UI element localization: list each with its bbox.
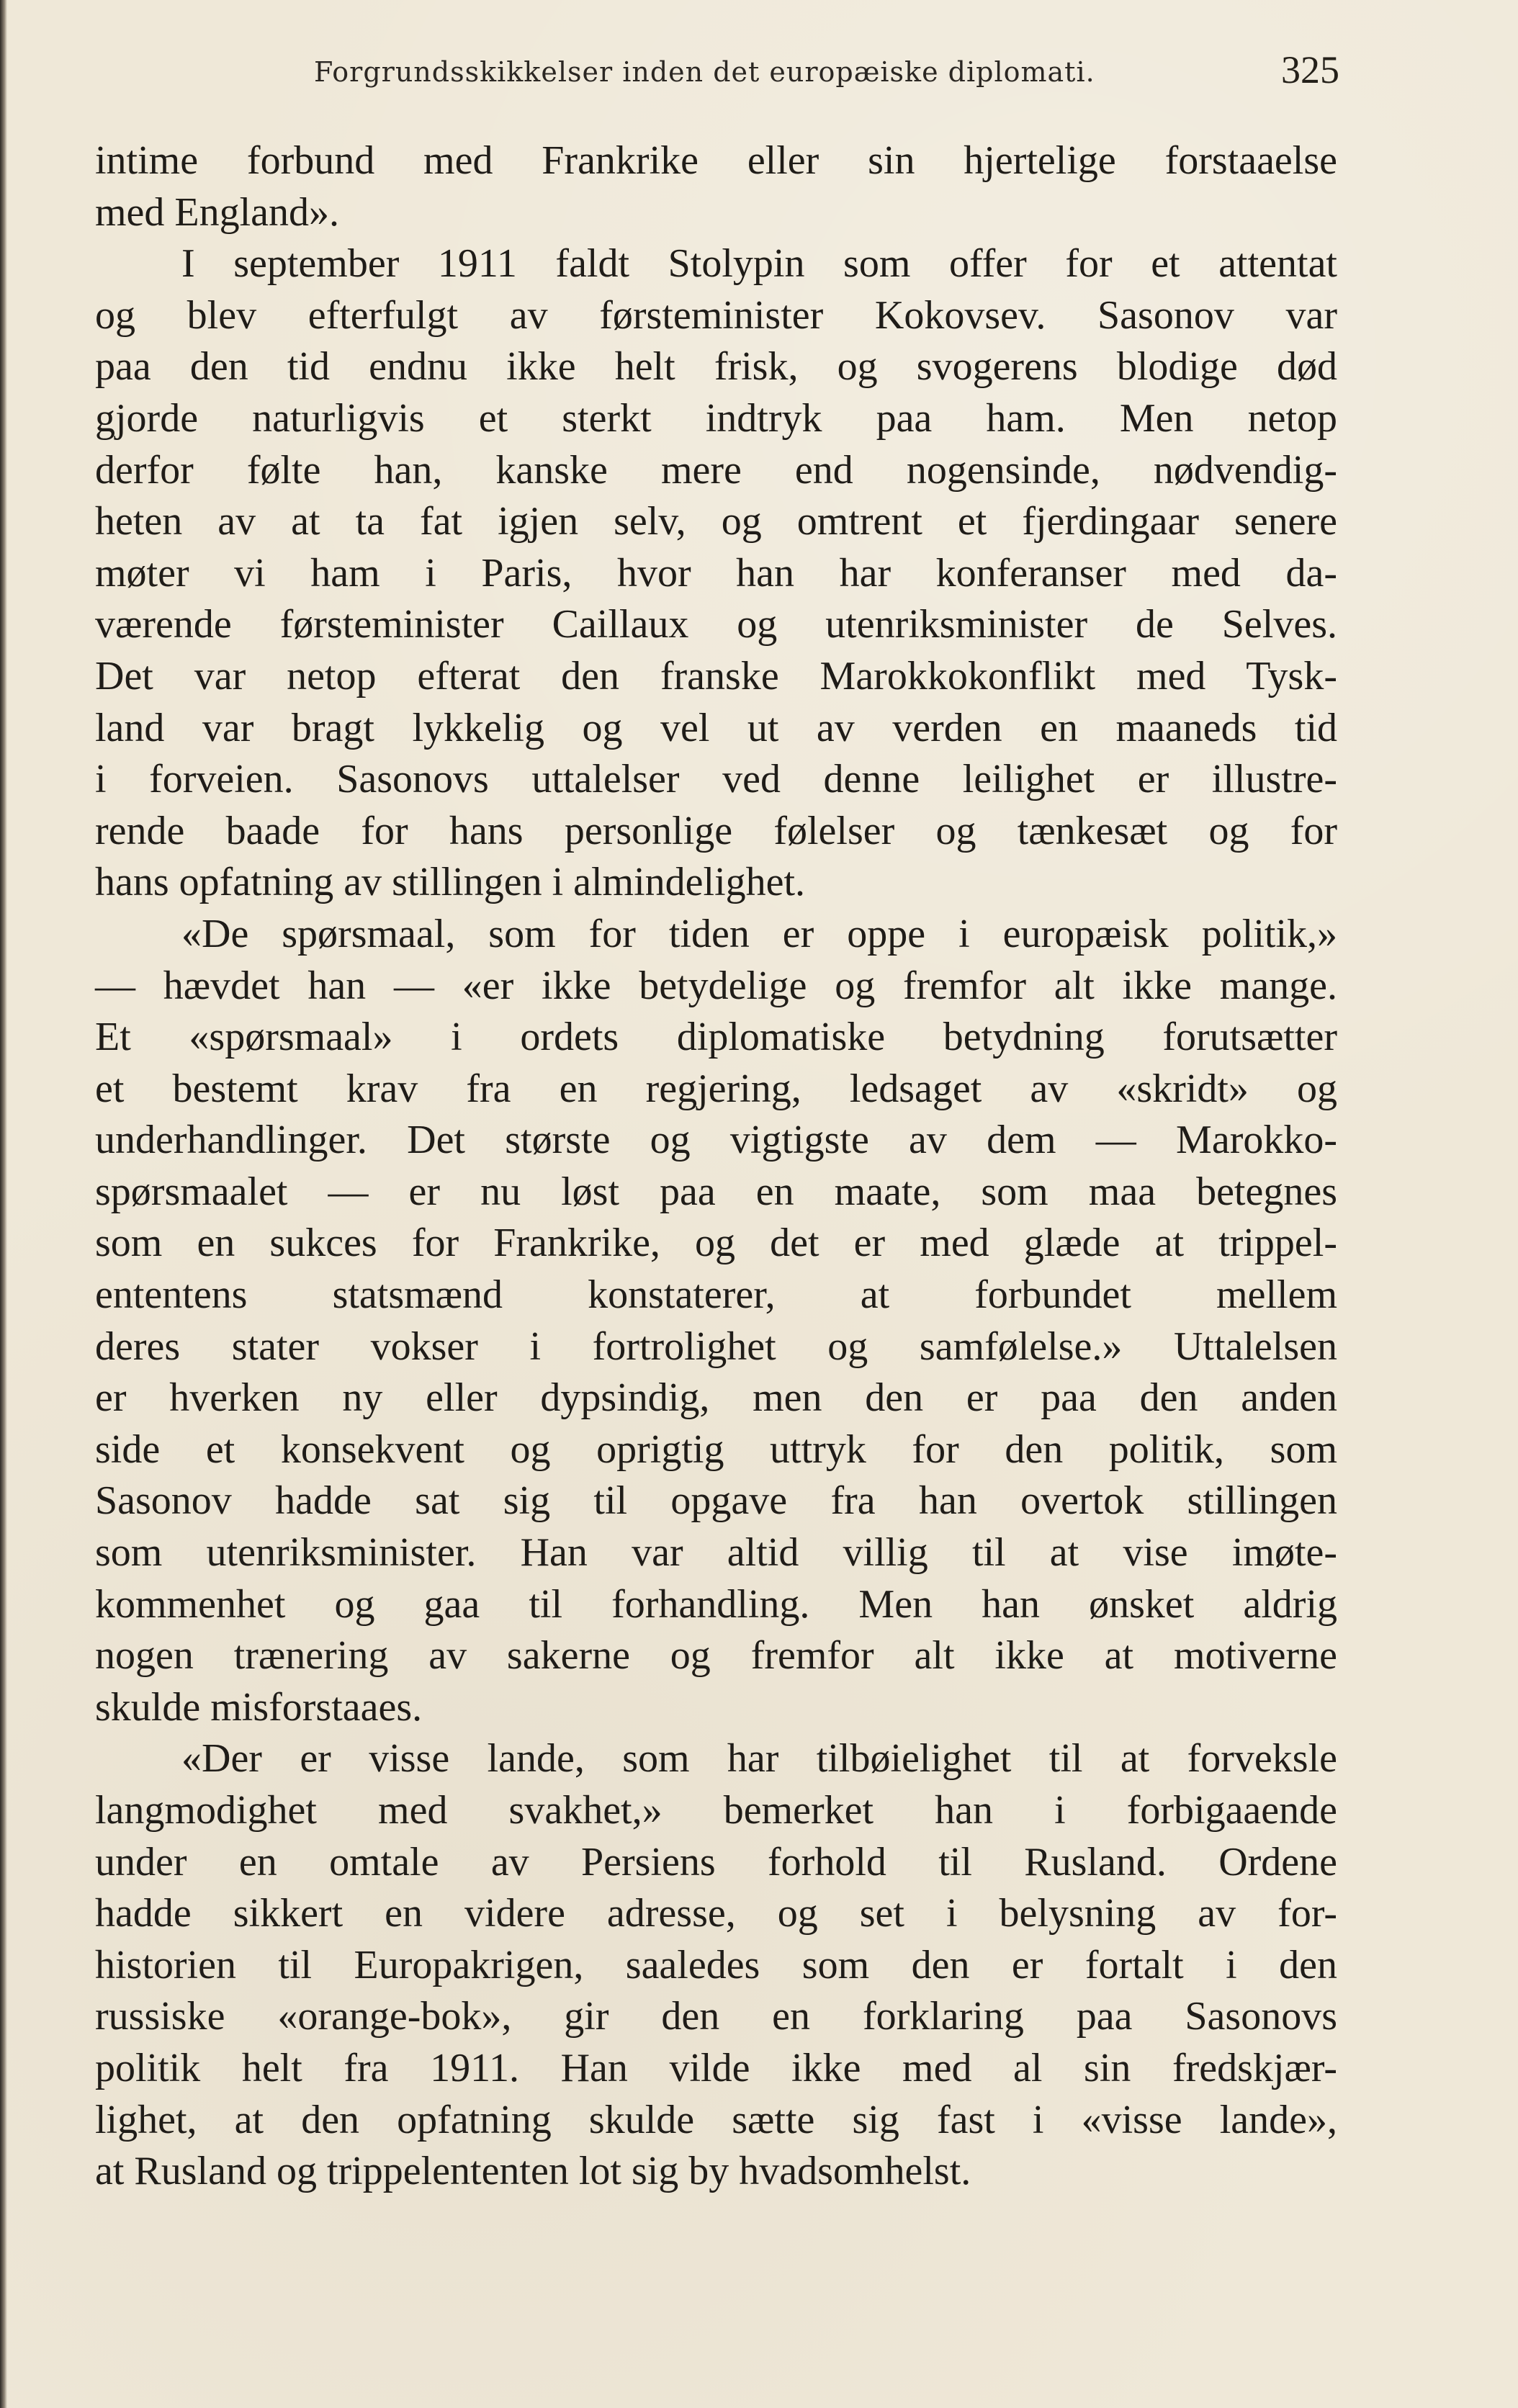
text-line: I september 1911 faldt Stolypin som offer for et attentat [181, 241, 1337, 287]
text-line: værende førsteminister Caillaux og utenriksminister de Selves. [95, 602, 1337, 647]
text-line: møter vi ham i Paris, hvor han har konferanser med da- [95, 550, 1337, 596]
binding-edge [0, 0, 7, 2408]
text-line: land var bragt lykkelig og vel ut av verden en maaneds tid [95, 705, 1337, 750]
text-line: politik helt fra 1911. Han vilde ikke med al sin fredskjær- [95, 2045, 1337, 2090]
body-text [95, 135, 1337, 2198]
text-line: skulde misforstaaes. [95, 1684, 423, 1730]
text-line: spørsmaalet — er nu løst paa en maate, som maa betegnes [95, 1169, 1337, 1214]
text-line: ententens statsmænd konstaterer, at forbundet mellem [95, 1272, 1337, 1318]
text-line: Et «spørsmaal» i ordets diplomatiske betydning forutsætter [95, 1015, 1337, 1060]
text-line: heten av at ta fat igjen selv, og omtrent et fjerdingaar senere [95, 499, 1337, 544]
text-line: langmodighet med svakhet,» bemerket han i forbigaaende [95, 1788, 1337, 1833]
text-line: deres stater vokser i fortrolighet og samfølelse.» Uttalelsen [95, 1324, 1337, 1369]
text-line: Sasonov hadde sat sig til opgave fra han overtok stillingen [95, 1478, 1337, 1524]
text-line: lighet, at den opfatning skulde sætte sig fast i «visse lande», [95, 2097, 1337, 2142]
text-line: som utenriksminister. Han var altid villig til at vise imøte- [95, 1530, 1337, 1576]
paragraph-4 [95, 1733, 1337, 2197]
text-line: historien til Europakrigen, saaledes som den er fortalt i den [95, 1942, 1337, 1987]
text-line: rende baade for hans personlige følelser og tænkesæt og for [95, 808, 1337, 853]
text-line: kommenhet og gaa til forhandling. Men han ønsket aldrig [95, 1581, 1337, 1627]
text-line: derfor følte han, kanske mere end nogensinde, nødvendig- [95, 447, 1337, 493]
text-line: paa den tid endnu ikke helt frisk, og svogerens blodige død [95, 344, 1337, 390]
text-line: i forveien. Sasonovs uttalelser ved denne leilighet er illustre- [95, 757, 1337, 802]
text-line: underhandlinger. Det største og vigtigste av dem — Marokko- [95, 1118, 1337, 1163]
running-head: Forgrundsskikkelser inden det europæiske diplomati. [314, 56, 1095, 88]
text-line: at Rusland og trippelententen lot sig by hvadsomhelst. [95, 2149, 971, 2194]
text-line: gjorde naturligvis et sterkt indtryk paa ham. Men netop [95, 395, 1337, 441]
text-line: nogen trænering av sakerne og fremfor alt ikke at motiverne [95, 1633, 1337, 1679]
text-line: hadde sikkert en videre adresse, og set i belysning av for- [95, 1891, 1337, 1936]
page-number: 325 [1281, 48, 1339, 91]
text-line: og blev efterfulgt av førsteminister Kokovsev. Sasonov var [95, 292, 1337, 338]
text-line: som en sukces for Frankrike, og det er med glæde at trippel- [95, 1221, 1337, 1266]
paragraph-3 [95, 909, 1337, 1734]
text-line: et bestemt krav fra en regjering, ledsaget av «skridt» og [95, 1066, 1337, 1111]
text-line: side et konsekvent og oprigtig uttryk for den politik, som [95, 1427, 1337, 1472]
paragraph-1 [95, 135, 1337, 238]
text-line: under en omtale av Persiens forhold til Rusland. Ordene [95, 1839, 1337, 1884]
text-line: «De spørsmaal, som for tiden er oppe i europæisk politik,» [181, 911, 1337, 956]
text-line: intime forbund med Frankrike eller sin hjertelige forstaaelse [95, 138, 1337, 183]
text-line: russiske «orange-bok», gir den en forklaring paa Sasonovs [95, 1994, 1337, 2039]
text-line: Det var netop efterat den franske Marokkokonflikt med Tysk- [95, 653, 1337, 698]
text-line: med England». [95, 189, 340, 235]
text-line: er hverken ny eller dypsindig, men den er paa den anden [95, 1375, 1337, 1421]
text-line: hans opfatning av stillingen i almindelighet. [95, 860, 806, 905]
text-line: «Der er visse lande, som har tilbøielighet til at forveksle [181, 1736, 1337, 1782]
paragraph-2 [95, 238, 1337, 909]
text-line: — hævdet han — «er ikke betydelige og fremfor alt ikke mange. [95, 963, 1337, 1008]
